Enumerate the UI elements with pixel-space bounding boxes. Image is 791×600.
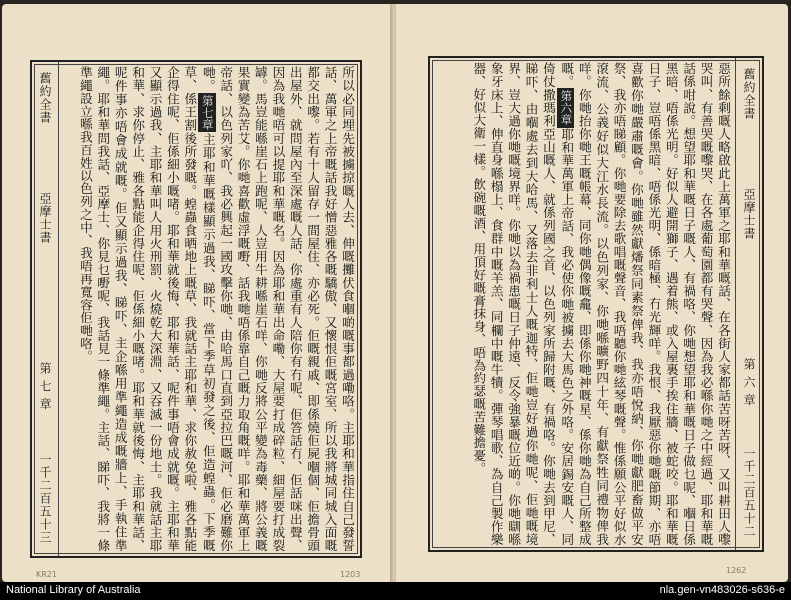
left-page-frame [30,60,362,558]
footer-bar [0,582,791,600]
left-stamp-number: 1203 [340,570,361,579]
right-stamp-number: 1262 [726,566,747,575]
right-body-text [434,62,732,546]
right-page [396,4,788,582]
left-book-name: 亞摩士書 [38,192,52,244]
right-body-before: 惡所餘剩嘅人略啟此上萬軍之耶和華嘅話、在各街人家都話苦呀苦呀、又叫耕田人嚟哭叫、有善哭嘅嚟哭、在各處葡萄園都有哭聲、因為我必喺你哋之中經過、耶和華嘅話係咁說。想望耶和華嘅日子嘅人、有禍咯、你哋想望耶和華嘅日子做乜呢、嗰日係黑暗、唔係光明。好似人避開獅子、遇着熊、或入屋裏手挨住牆、被蛇咬。耶和華嘅日子、豈唔係黑暗、唔係光明、係暗極、冇光輝咩。我恨、我厭惡你哋嘅節期、亦唔喜歡你哋嚴肅嘅會。你哋雖然獻燔祭同素祭俾我、我亦唔悅納、你哋獻肥畜做平安祭、我亦唔睇顧。你哋要除去歌唱嘅聲音、我唔聽你哋絃琴嘅聲。惟係願公平好似水滾流、公義好似大江水長流。以色列家、你哋喺曠野四十年、有獻祭牲同禮物俾我咩。你哋抬你哋王嘅帳幕、同你哋偶像嘅龕、即係你哋神嘅星、係你哋為自己所整成嘅。 [559,62,731,546]
left-page-margin-column [32,62,59,556]
left-chapter-label: 第 七 章 [38,362,52,411]
right-chapter-label: 第 六 章 [742,358,756,407]
footer-institution: National Library of Australia [6,584,141,596]
left-page [2,4,392,582]
right-body-after: 耶和華萬軍上帝話、我必使你哋被擄去大馬色之外咯。安居錫安嘅人、同倚仗撒瑪利亞山嘅人、就係列國之首、以色列家所歸附嘅、有禍咯。你哋去到甲尼、睇吓、由嗰處去到大哈馬、又落去非利士人嘅迦特、佢哋豈好過你哋呢、佢哋嘅境界、豈大過你哋嘅境界咩。你哋以為禍患嘅日子仲遠、反令強暴嘅位近啲。你哋瞓喺象牙床上、伸直身喺榻上、食群中嘅羊羔、同欄中嘅牛犢。彈琴唱歌、為自己製作樂器、好似大衛一樣。飲碗嘅酒、用頂好嘅膏抹身、唔為約瑟嘅苦難擔憂。 [471,62,575,546]
left-chapter-marker: 第七章 [198,93,215,132]
right-page-margin-column [735,58,762,550]
left-body-text [62,66,356,552]
left-stamp-code: KR21 [36,570,57,579]
left-book-title: 舊約全書 [38,72,52,124]
left-body-before: 所以必同埋先被擄掠嘅人去、伸嘅攤伏食嗰啲嘅事都過嘞咯。主耶和華指住自己發誓話、萬軍之上帝嘅話我好憎惡雅各嘅驕傲、又懷恨佢嘅宮室、所以我將城同城入面嘅都交出嚟。若有十人留存一間屋住、亦必死。佢嘅親戚、即係燒佢屍嗰個、佢擔骨頭出屋外、就問屋內至深處嘅人話、你處重有人陪你有冇呢、佢答話冇、佢話咪出聲、因為我哋唔可以提耶和華嘅名。因為耶和華出命嘞、大屋要打成碎粒、細屋要打成裂罅。馬豈能喺崖石上跑呢、人豈用牛耕喺崖石咩、你哋反將公平變為毒藥、將公義嘅果實變為苦艾。你哋喜歡虛浮嘅嘢、話我哋唔係靠自己嘅力取角嘅咩。耶和華萬軍上帝話、以色列家吖、我必興起一國攻擊你哋、由哈馬口直到亞拉巴嘅河、佢必磨難你哋。 [200,66,355,552]
right-page-frame [428,56,764,552]
right-chapter-marker: 第六章 [557,88,574,127]
right-book-title: 舊約全書 [742,68,756,120]
right-page-number: 一千二百五十二 [742,447,756,538]
right-book-name: 亞摩士書 [742,188,756,240]
left-page-number: 一千二百五十三 [38,453,52,544]
left-body-after: 主耶和華嘅樣顯示過我、睇吓、當下季草初發之後、佢造蝗蟲。下季嘅草、係王割後所發嘅。蝗蟲食晒地上嘅草、我就話主耶和華、求你赦免啦、雅各點能企得住呢、佢係細小嘅啫。耶和華就後悔、耶和華話、呢件事唔會成就嘅。主耶和華又顯示過我、主耶和華叫人用火刑罰、火燒乾大深淵、又吞滅一份地土。我就話主耶和華、求你停止、雅各點能企得住呢、佢係細小嘅啫。耶和華就後悔、主耶和華話、呢件事亦唔會成就嘅。佢又顯示過我、睇吓、主企喺用準繩造成嘅牆上、手執住準繩。耶和華問我話、亞摩士、你見乜嘢呢、我話見一條準繩。主話、睇吓、我將一條準繩設立喺我百姓以色列之中、我唔再寬容佢哋咯。 [77,66,216,552]
footer-identifier: nla.gen-vn483026-s636-e [659,584,785,596]
